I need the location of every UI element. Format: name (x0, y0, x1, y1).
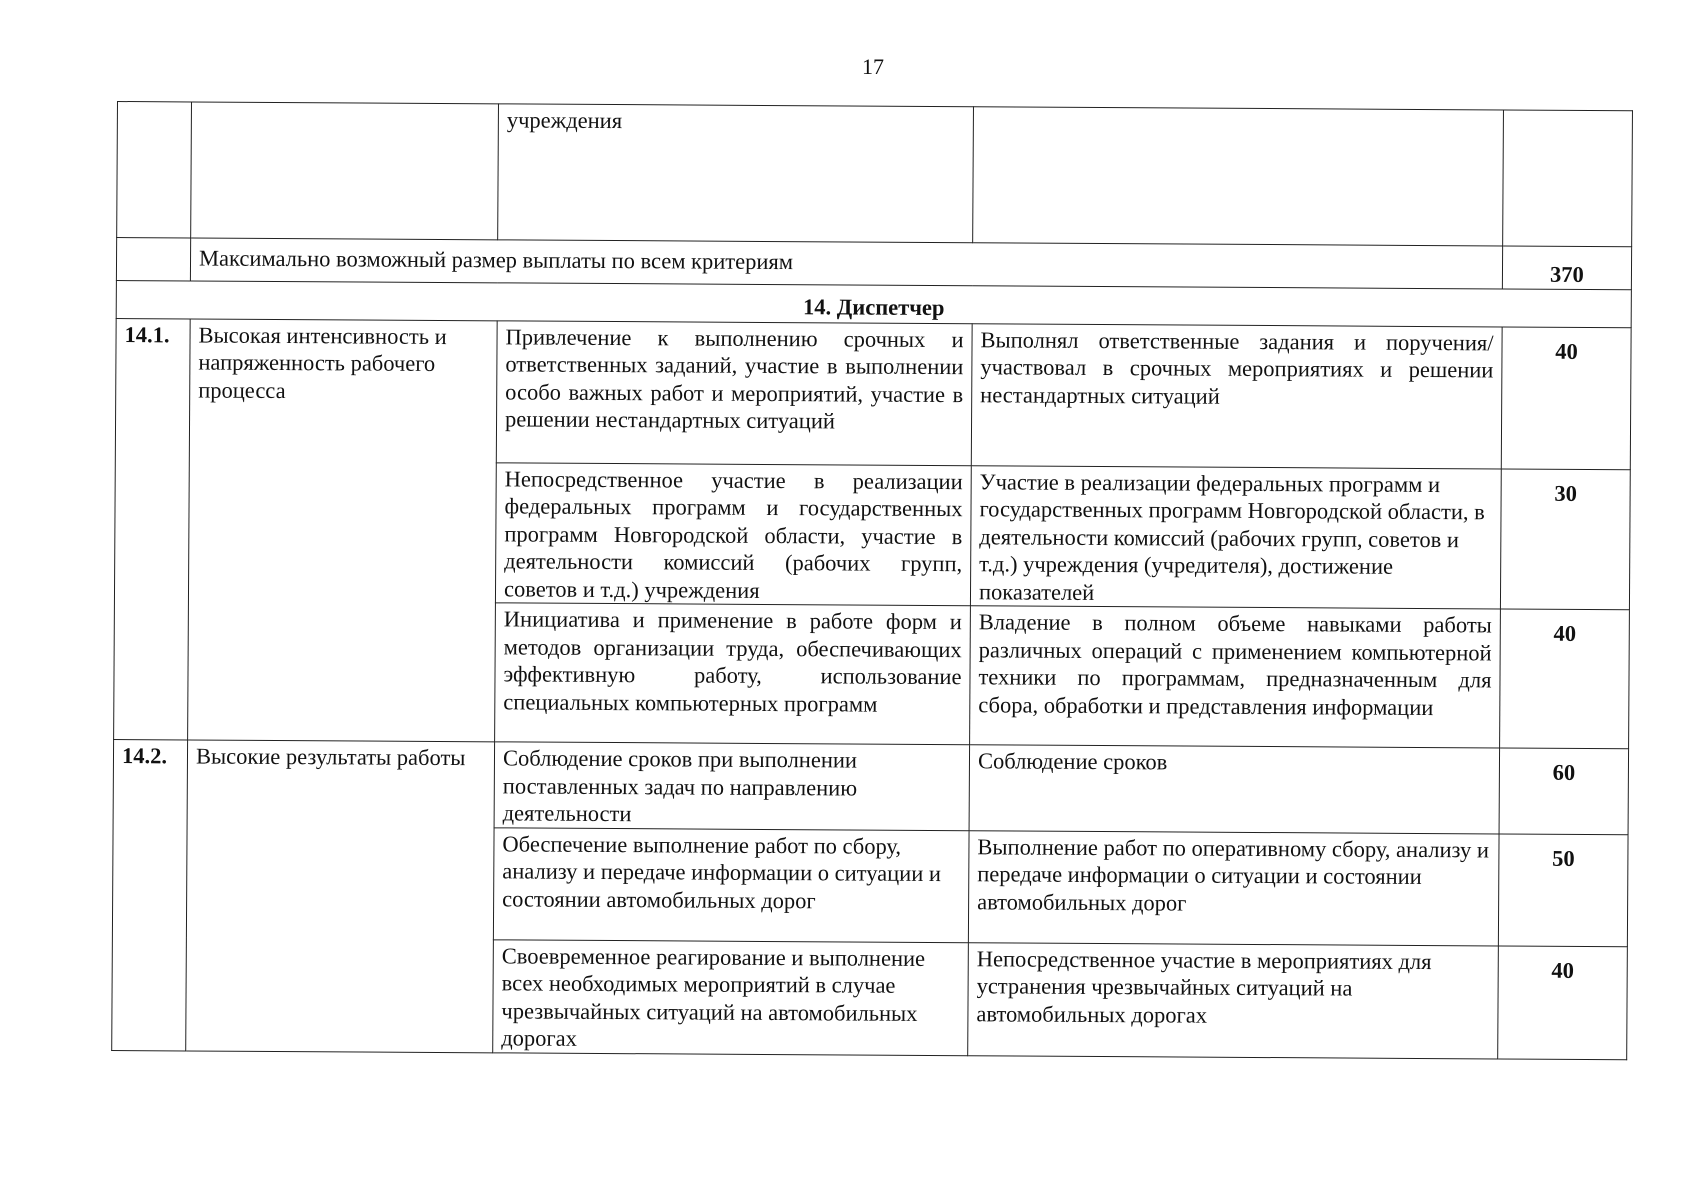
cell-criterion-empty (191, 102, 499, 240)
score-cell: 40 (1498, 945, 1628, 1059)
indicator-cell: Непосредственное участие в реализации федеральных программ и государственных программ Новгородской области, участие в деятельности комиссий (рабочих групп, советов и т.д.) учреждения (495, 462, 971, 605)
cell-score-empty (1503, 110, 1633, 247)
cell-indicator-continuation: учреждения (498, 104, 974, 243)
criteria-table-sheet (111, 101, 1632, 1060)
cell-evaluation-empty (973, 107, 1504, 246)
evaluation-cell: Владение в полном объеме навыками работы различных операций с применением компьютерной техники по программам, предназначенным для сбора, обработки и представления информации (970, 606, 1501, 748)
score-cell: 40 (1500, 609, 1630, 749)
table-row-continuation (117, 102, 1633, 247)
indicator-cell: Соблюдение сроков при выполнении поставленных задач по направлению деятельности (494, 742, 970, 830)
evaluation-cell: Участие в реализации федеральных программ и государственных программ Новгородской области, в деятельности комиссий (рабочих групп, советов и т.д.) учреждения (учредителя), достижение показателей (970, 465, 1501, 609)
indicator-cell: Обеспечение выполнение работ по сбору, анализу и передаче информации о ситуации и состоянии автомобильных дорог (493, 827, 969, 942)
max-payment-score: 370 (1502, 246, 1631, 289)
score-cell: 30 (1500, 468, 1630, 609)
evaluation-cell: Соблюдение сроков (969, 745, 1500, 834)
evaluation-cell: Выполнял ответственные задания и поручения/участвовал в срочных мероприятиях и решении нестандартных ситуаций (971, 323, 1502, 468)
cell-num-empty (117, 102, 192, 238)
score-cell: 60 (1499, 748, 1629, 834)
score-cell: 40 (1501, 326, 1631, 469)
indicator-cell: Инициатива и применение в работе форм и методов организации труда, обеспечивающих эффективную работу, использование специальных компьютерных программ (495, 603, 971, 745)
table-row (113, 739, 1628, 834)
evaluation-cell: Выполнение работ по оперативному сбору, анализу и передаче информации о ситуации и состоянии автомобильных дорог (968, 830, 1499, 945)
criterion-name: Высокие результаты работы (186, 740, 495, 1052)
score-cell: 50 (1498, 833, 1628, 946)
indicator-cell: Привлечение к выполнению срочных и ответственных заданий, участие в выполнении особо важных работ и мероприятий, участие в решении нестандартных ситуаций (496, 320, 972, 465)
criterion-number: 14.1. (114, 318, 191, 740)
section-title: 14. Диспетчер (116, 280, 1631, 327)
table-row (115, 318, 1631, 469)
indicator-cell: Своевременное реагирование и выполнение всех необходимых мероприятий в случае чрезвычайных ситуаций на автомобильных дорогах (493, 939, 969, 1055)
criterion-name: Высокая интенсивность и напряженность рабочего процесса (188, 318, 498, 741)
criterion-number: 14.2. (112, 739, 188, 1050)
cell-num-empty (116, 238, 190, 281)
criteria-table (111, 101, 1633, 1060)
page-number: 17 (862, 54, 884, 79)
evaluation-cell: Непосредственное участие в мероприятиях для устранения чрезвычайных ситуаций на автомобильных дорогах (968, 942, 1499, 1058)
max-payment-label: Максимально возможный размер выплаты по всем критериям (190, 238, 1502, 289)
